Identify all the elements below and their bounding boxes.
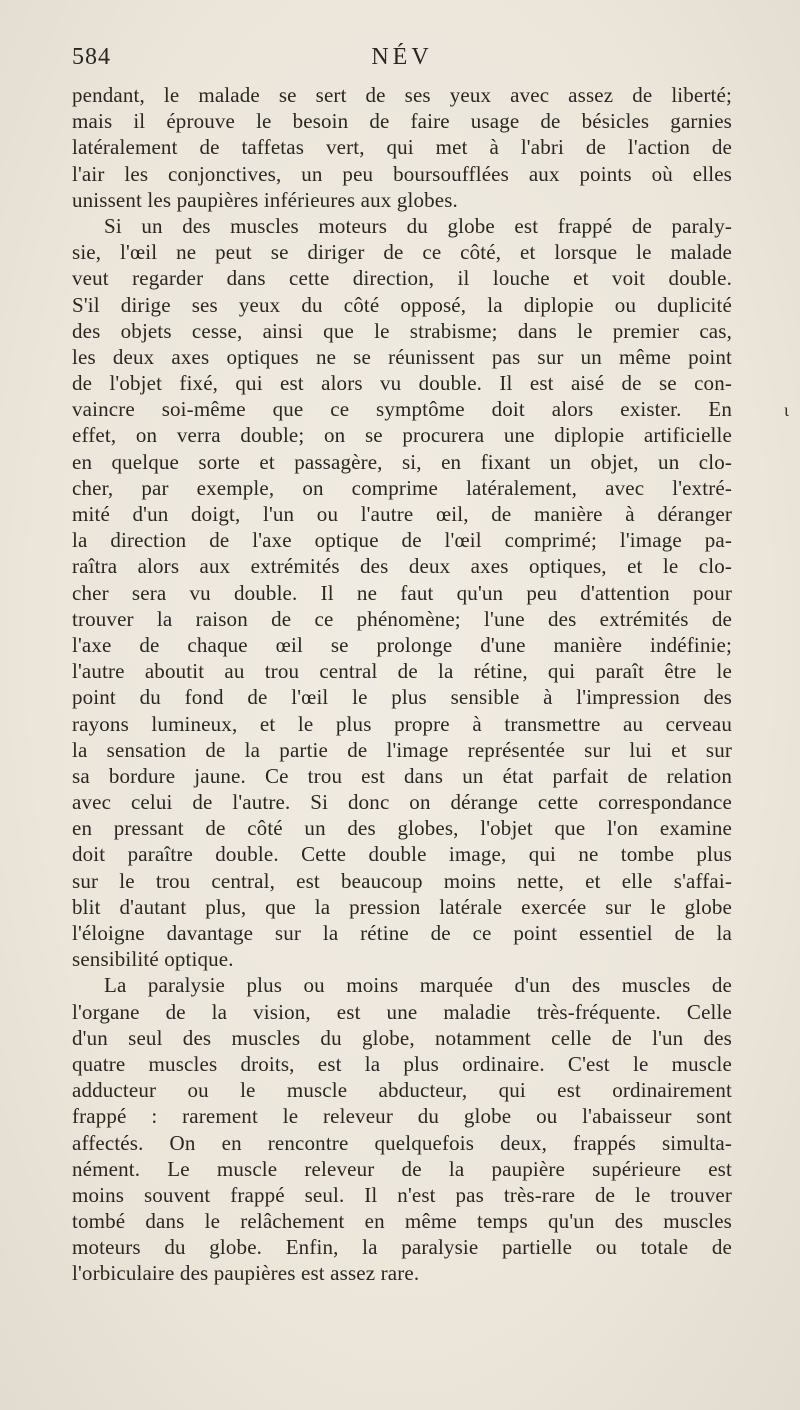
text-line: affectés. On en rencontre quelquefois deux, frappés simulta- xyxy=(72,1130,732,1155)
text-line: la sensation de la partie de l'image représentée sur lui et sur xyxy=(72,737,732,762)
text-line: mais il éprouve le besoin de faire usage de bésicles garnies xyxy=(72,109,732,134)
text-line: des objets cesse, ainsi que le strabisme; dans le premier cas, xyxy=(72,318,732,343)
text-line: sensibilité optique. xyxy=(72,947,234,972)
text-line: sie, l'œil ne peut se diriger de ce côté, et lorsque le malade xyxy=(72,240,732,265)
text-line: mité d'un doigt, l'un ou l'autre œil, de manière à déranger xyxy=(72,502,732,526)
text-line: rayons lumineux, et le plus propre à transmettre au cerveau xyxy=(72,711,732,736)
text-line: la direction de l'axe optique de l'œil comprimé; l'image pa- xyxy=(72,528,732,553)
text-line: moteurs du globe. Enfin, la paralysie partielle ou totale de xyxy=(72,1235,732,1260)
text-line: effet, on verra double; on se procurera une diplopie artificielle xyxy=(72,423,732,448)
text-line: l'organe de la vision, est une maladie très-fréquente. Celle xyxy=(72,999,732,1024)
text-line: unissent les paupières inférieures aux globes. xyxy=(72,187,458,212)
text-line: S'il dirige ses yeux du côté opposé, la diplopie ou duplicité xyxy=(72,292,732,317)
page-header xyxy=(72,44,732,80)
text-line: l'axe de chaque œil se prolonge d'une manière indéfinie; xyxy=(72,632,732,657)
text-line: Si un des muscles moteurs du globe est frappé de paraly- xyxy=(104,213,732,238)
page-number: 584 xyxy=(72,44,111,70)
text-line: La paralysie plus ou moins marquée d'un des muscles de xyxy=(104,973,732,998)
text-line: nément. Le muscle releveur de la paupière supérieure est xyxy=(72,1156,732,1181)
text-line: trouver la raison de ce phénomène; l'une des extrémités de xyxy=(72,606,732,631)
text-line: vaincre soi-même que ce symptôme doit alors exister. En xyxy=(72,397,732,422)
text-line: les deux axes optiques ne se réunissent pas sur un même point xyxy=(72,344,732,369)
text-line: l'orbiculaire des paupières est assez rare. xyxy=(72,1261,420,1286)
text-line: moins souvent frappé seul. Il n'est pas très-rare de le trouver xyxy=(72,1182,732,1207)
text-line: l'air les conjonctives, un peu boursoufflées aux points où elles xyxy=(72,161,732,186)
running-head: NÉV xyxy=(371,44,433,70)
body-text xyxy=(72,82,732,1287)
text-line: sur le trou central, est beaucoup moins nette, et elle s'affai- xyxy=(72,868,732,893)
text-line: adducteur ou le muscle abducteur, qui est ordinairement xyxy=(72,1078,732,1103)
text-line: l'éloigne davantage sur la rétine de ce point essentiel de la xyxy=(72,921,732,945)
text-line: d'un seul des muscles du globe, notamment celle de l'un des xyxy=(72,1025,732,1050)
text-line: en quelque sorte et passagère, si, en fixant un objet, un clo- xyxy=(72,449,732,474)
text-line: frappé : rarement le releveur du globe ou l'abaisseur sont xyxy=(72,1104,732,1129)
text-line: cher sera vu double. Il ne faut qu'un peu d'attention pour xyxy=(72,580,732,605)
text-line: l'autre aboutit au trou central de la rétine, qui paraît être le xyxy=(72,659,732,684)
text-line: cher, par exemple, on comprime latéralement, avec l'extré- xyxy=(72,475,732,500)
text-line: sa bordure jaune. Ce trou est dans un état parfait de relation xyxy=(72,763,732,788)
text-line: tombé dans le relâchement en même temps qu'un des muscles xyxy=(72,1209,732,1234)
text-line: latéralement de taffetas vert, qui met à l'abri de l'action de xyxy=(72,135,732,160)
text-line: raîtra alors aux extrémités des deux axes optiques, et le clo- xyxy=(72,554,732,579)
text-line: de l'objet fixé, qui est alors vu double. Il est aisé de se con- xyxy=(72,371,732,396)
text-line: en pressant de côté un des globes, l'objet que l'on examine xyxy=(72,816,732,841)
text-line: blit d'autant plus, que la pression latérale exercée sur le globe xyxy=(72,894,732,919)
text-line: point du fond de l'œil le plus sensible à l'impression des xyxy=(72,685,732,710)
text-line: doit paraître double. Cette double image, qui ne tombe plus xyxy=(72,842,732,867)
text-line: pendant, le malade se sert de ses yeux avec assez de liberté; xyxy=(72,83,732,107)
margin-mark: ɩ xyxy=(784,400,789,420)
text-line: avec celui de l'autre. Si donc on dérange cette correspondance xyxy=(72,790,732,815)
text-line: quatre muscles droits, est la plus ordinaire. C'est le muscle xyxy=(72,1051,732,1076)
text-line: veut regarder dans cette direction, il louche et voit double. xyxy=(72,266,732,291)
